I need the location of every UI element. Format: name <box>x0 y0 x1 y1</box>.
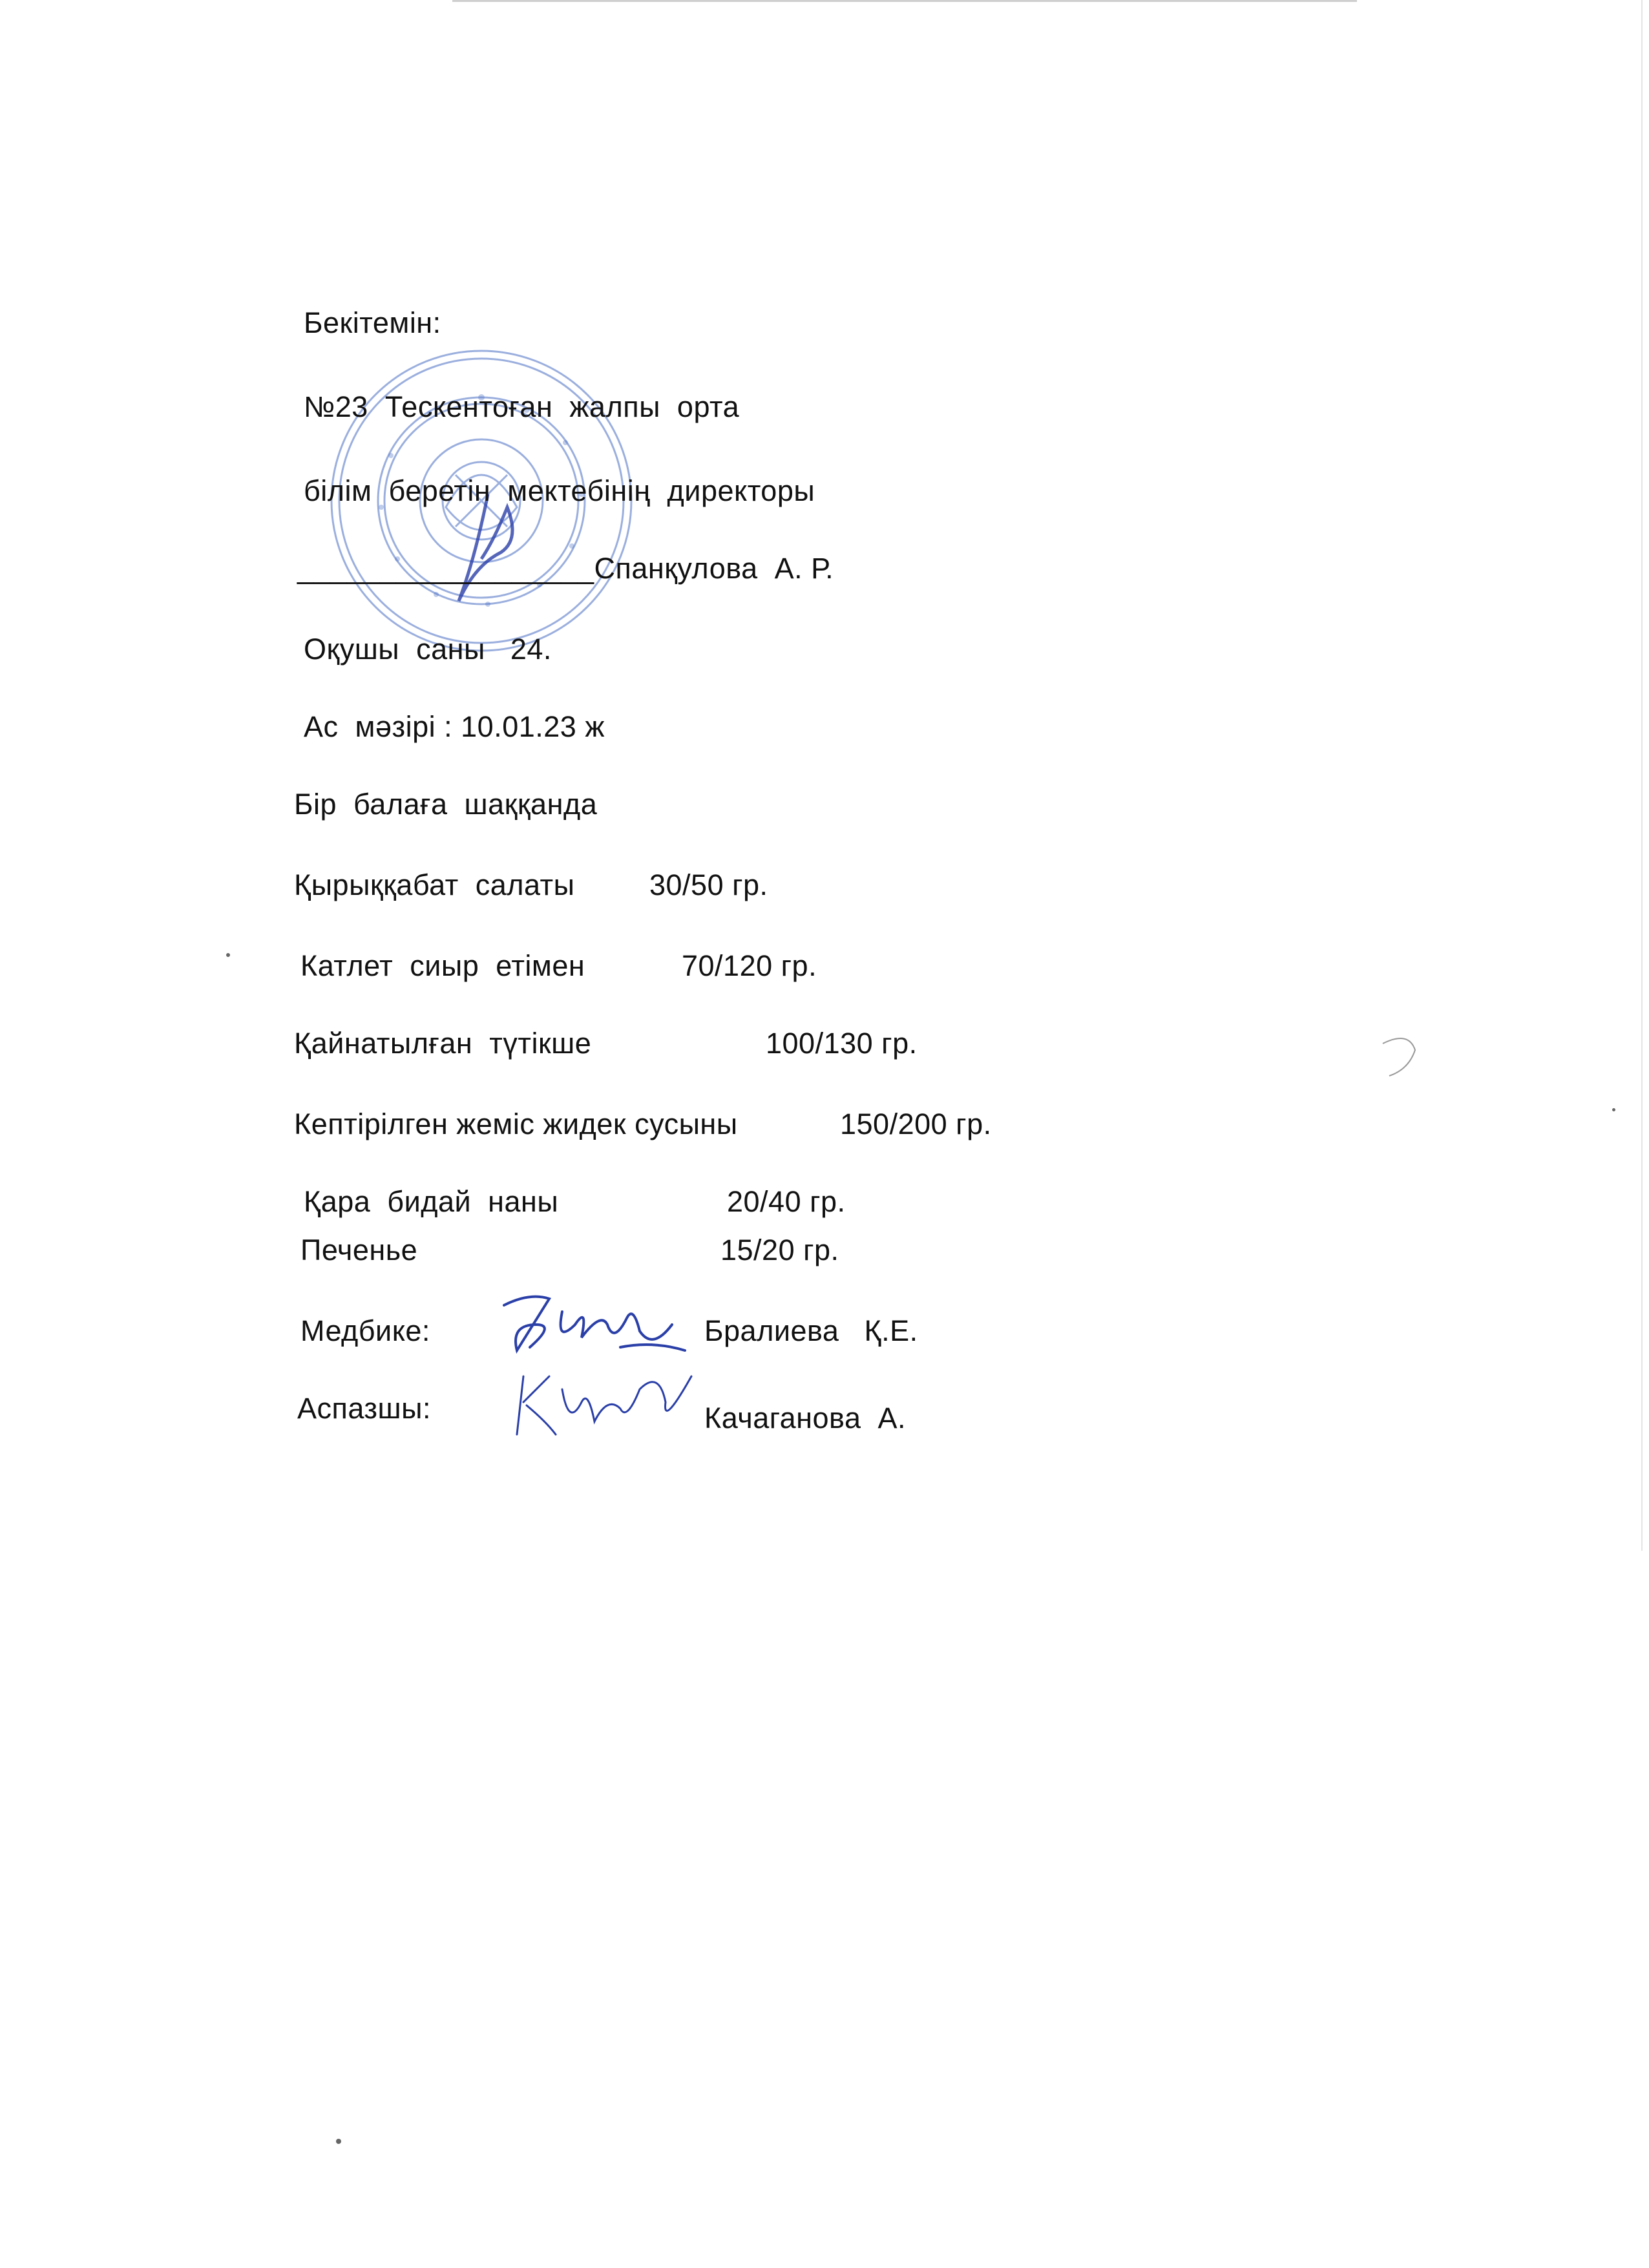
menu-date: Ас мәзірі : 10.01.23 ж <box>304 710 605 743</box>
menu-item-amount: 30/50 гр. <box>649 868 768 901</box>
menu-item-name: Кептірілген жеміс жидек сусыны <box>294 1108 738 1140</box>
menu-item-name: Қайнатылған түтікше <box>294 1027 592 1060</box>
menu-item-name: Катлет сиыр етімен <box>300 949 585 982</box>
scan-right-edge <box>1641 0 1643 1551</box>
scan-top-edge <box>452 0 1357 2</box>
menu-item-name: Қара бидай наны <box>304 1185 559 1218</box>
cook-role-label: Аспазшы: <box>297 1392 431 1425</box>
scan-speck <box>336 2139 341 2144</box>
scan-speck <box>1612 1108 1615 1111</box>
approval-label: Бекітемін: <box>304 306 441 339</box>
menu-item-amount: 20/40 гр. <box>727 1185 846 1218</box>
menu-item-amount: 15/20 гр. <box>720 1234 839 1266</box>
scan-mark <box>1376 1031 1428 1095</box>
school-name-line2: білім беретін мектебінің директоры <box>304 474 815 507</box>
per-child-heading: Бір балаға шаққанда <box>294 788 598 821</box>
menu-item-amount: 100/130 гр. <box>766 1027 918 1060</box>
nurse-role-label: Медбике: <box>300 1314 430 1347</box>
cook-name: Качаганова А. <box>704 1402 907 1434</box>
scan-speck <box>226 953 230 957</box>
nurse-name: Бралиева Қ.Е. <box>704 1314 918 1347</box>
nurse-handwritten-signature <box>491 1286 691 1363</box>
menu-item-name: Қырыққабат салаты <box>294 868 575 901</box>
menu-item-amount: 150/200 гр. <box>840 1108 992 1140</box>
cook-handwritten-signature <box>498 1363 704 1441</box>
student-count: Оқушы саны 24. <box>304 633 552 666</box>
school-name-line1: №23 Тескентоған жалпы орта <box>304 390 740 423</box>
director-signature-line: __________________Спанқулова А. Р. <box>297 552 834 585</box>
menu-item-name: Печенье <box>300 1234 418 1266</box>
menu-item-amount: 70/120 гр. <box>682 949 817 982</box>
